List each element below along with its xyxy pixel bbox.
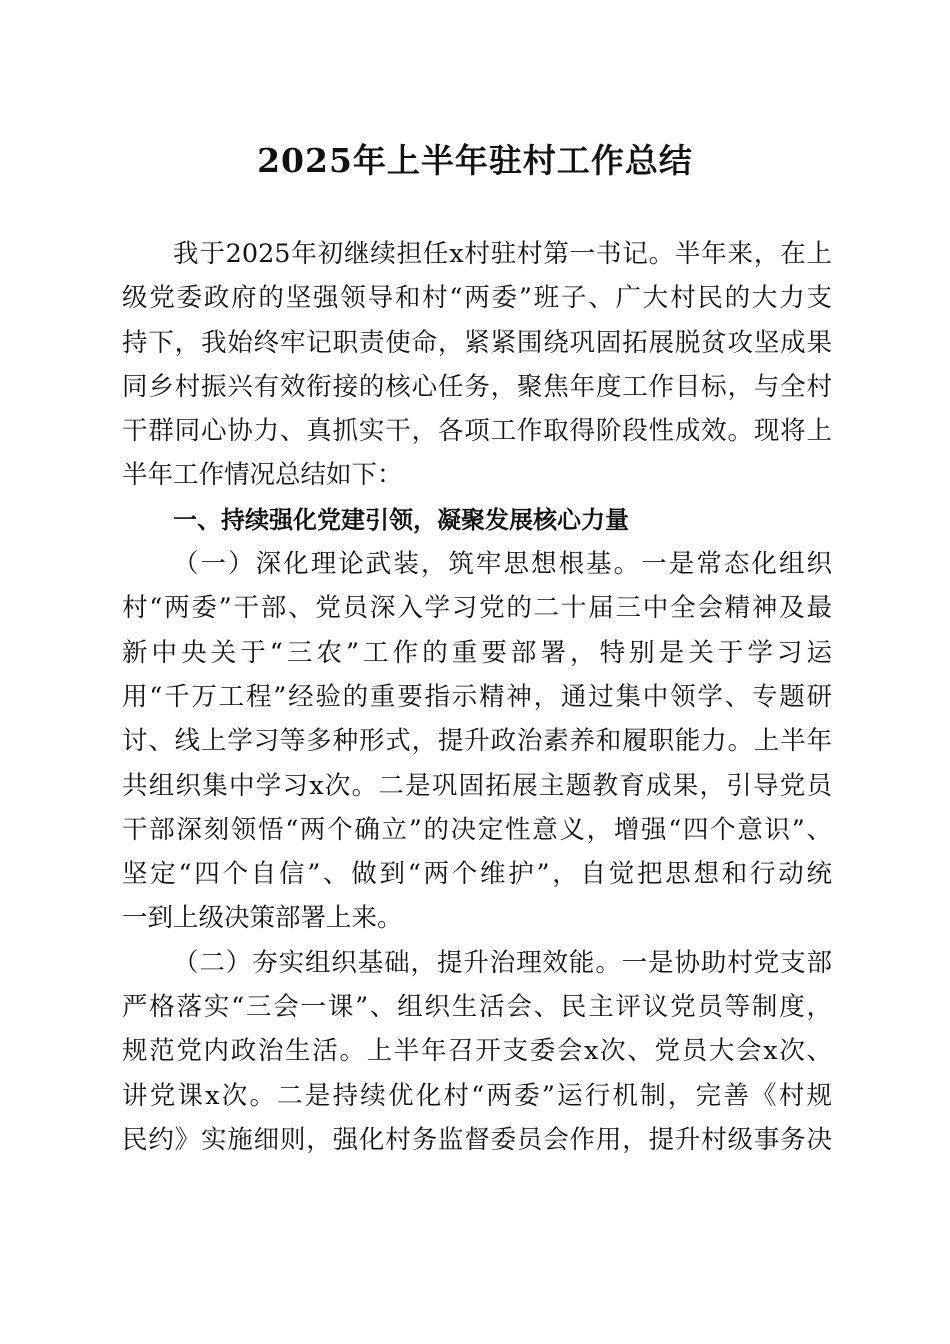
paragraph-line: 干部深刻领悟“两个确立”的决定性意义，增强“四个意识”、 xyxy=(122,814,832,845)
document-title: 2025年上半年驻村工作总结 xyxy=(257,141,693,180)
paragraph-line: 干群同心协力、真抓实干，各项工作取得阶段性成效。现将上 xyxy=(122,416,832,447)
paragraph-line: 讲党课x次。二是持续优化村“两委”运行机制，完善《村规 xyxy=(122,1080,832,1111)
paragraph-line: 民约》实施细则，强化村务监督委员会作用，提升村级事务决 xyxy=(122,1124,832,1155)
paragraph-line: 共组织集中学习x次。二是巩固拓展主题教育成果，引导党员 xyxy=(122,770,832,801)
paragraph-line: 讨、线上学习等多种形式，提升政治素养和履职能力。上半年 xyxy=(122,726,832,757)
paragraph-line: 新中央关于“三农”工作的重要部署，特别是关于学习运 xyxy=(122,637,832,668)
document-body xyxy=(122,232,832,1162)
paragraph-line: （二）夯实组织基础，提升治理效能。一是协助村党支部 xyxy=(173,947,832,978)
paragraph-line: 我于2025年初继续担任x村驻村第一书记。半年来，在上 xyxy=(173,239,832,269)
paragraph-line: 持下，我始终牢记职责使命，紧紧围绕巩固拓展脱贫攻坚成果 xyxy=(122,327,832,358)
paragraph-line: 同乡村振兴有效衔接的核心任务，聚焦年度工作目标，与全村 xyxy=(122,371,832,402)
paragraph-line: 半年工作情况总结如下： xyxy=(122,460,403,491)
paragraph-line: 严格落实“三会一课”、组织生活会、民主评议党员等制度， xyxy=(122,992,832,1023)
paragraph-line: 级党委政府的坚强领导和村“两委”班子、广大村民的大力支 xyxy=(122,283,832,314)
paragraph-line: 用“千万工程”经验的重要指示精神，通过集中领学、专题研 xyxy=(122,681,832,712)
paragraph-line: 村“两委”干部、党员深入学习党的二十届三中全会精神及最 xyxy=(122,593,832,624)
paragraph-line: 坚定“四个自信”、做到“两个维护”，自觉把思想和行动统 xyxy=(122,859,832,890)
section-heading: 一、持续强化党建引领，凝聚发展核心力量 xyxy=(173,505,629,534)
paragraph-line: （一）深化理论武装，筑牢思想根基。一是常态化组织 xyxy=(173,549,832,580)
paragraph-line: 规范党内政治生活。上半年召开支委会x次、党员大会x次、 xyxy=(122,1036,832,1067)
paragraph-line: 一到上级决策部署上来。 xyxy=(122,903,403,934)
